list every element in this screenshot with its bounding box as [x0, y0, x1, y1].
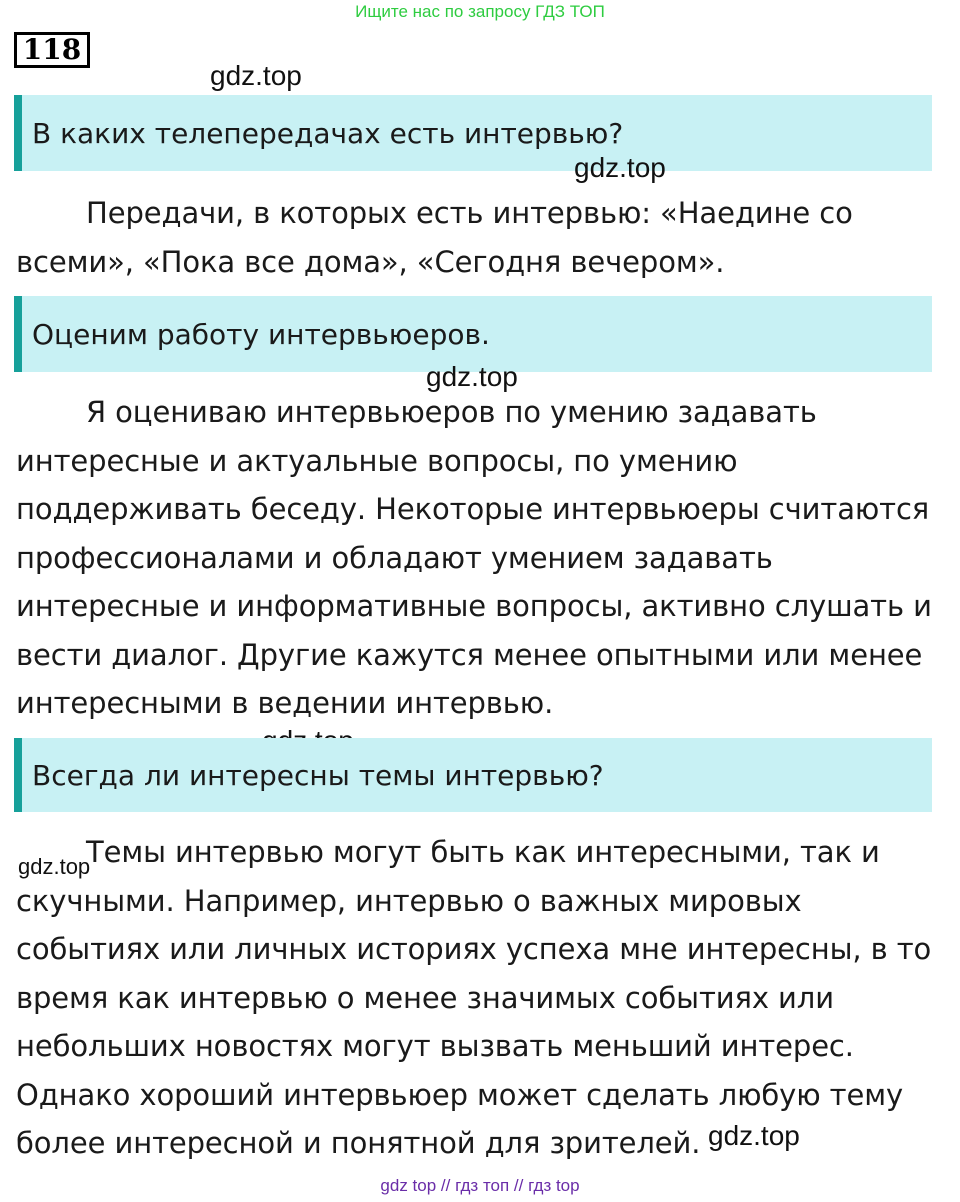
top-banner[interactable]: Ищите нас по запросу ГДЗ ТОП	[355, 2, 605, 21]
answer-1: Передачи, в которых есть интервью: «Наедине со всеми», «Пока все дома», «Сегодня вечером».	[16, 196, 853, 279]
answer-2: Я оцениваю интервьюеров по умению задавать интересные и актуальные вопросы, по умению поддерживать беседу. Некоторые интервьюеры считаются профессионалами и обладают умением задавать интересные и информативные вопросы, активно слушать и вести диалог. Другие кажутся менее опытными или менее интересными в ведении интервью.	[16, 395, 932, 720]
footer-links[interactable]: gdz top // гдз топ // гдз top	[380, 1176, 580, 1195]
answer-3: Темы интервью могут быть как интересными, так и скучными. Например, интервью о важных мировых событиях или личных историях успеха мне интересны, в то время как интервью о менее значимых событиях или небольших новостях могут вызвать меньший интерес. Однако хороший интервьюер может сделать любую тему более интересной и понятной для зрителей.	[16, 835, 932, 1160]
question-3	[14, 738, 932, 812]
watermark: gdz.top	[426, 361, 518, 392]
watermark: gdz.top	[708, 1120, 800, 1151]
watermark: gdz.top	[18, 854, 91, 879]
question-2-text: Оценим работу интервьюеров.	[32, 317, 490, 351]
task-number: 118	[14, 32, 90, 68]
watermark: gdz.top	[210, 60, 302, 91]
question-1-text: В каких телепередачах есть интервью?	[32, 116, 624, 150]
question-1	[14, 95, 932, 171]
question-3-text: Всегда ли интересны темы интервью?	[32, 758, 604, 792]
watermark: gdz.top	[574, 152, 666, 183]
